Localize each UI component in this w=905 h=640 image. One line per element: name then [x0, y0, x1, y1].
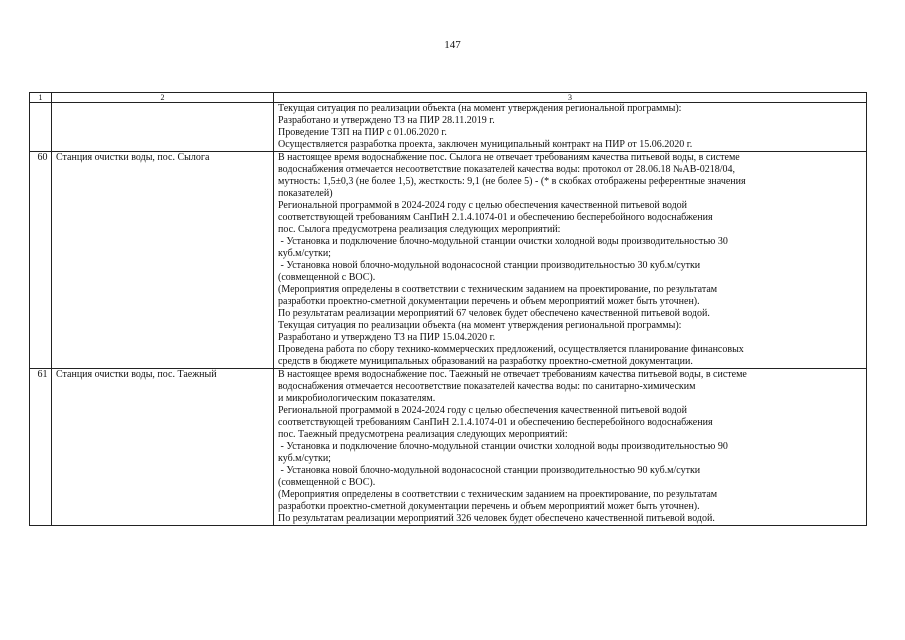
description-line: - Установка новой блочно-модульной водонасосной станции производительностью 90 куб.м/сутки	[278, 465, 701, 476]
description-line: - Установка и подключение блочно-модульной станции очистки холодной воды производительностью 90	[278, 441, 728, 452]
description-line: Проведение ТЗП на ПИР с 01.06.2020 г.	[278, 127, 447, 138]
header-col-3: 3	[274, 93, 867, 103]
table-row	[30, 152, 867, 369]
row-number: 60	[30, 152, 52, 369]
description-line: В настоящее время водоснабжение пос. Сылога не отвечает требованиям качества питьевой воды, в системе	[278, 152, 740, 163]
description-line: и микробиологическим показателям.	[278, 393, 436, 404]
description-line: Разработано и утверждено ТЗ на ПИР 15.04.2020 г.	[278, 332, 496, 343]
description-line: - Установка и подключение блочно-модульной станции очистки холодной воды производительностью 30	[278, 236, 728, 247]
object-name: Станция очистки воды, пос. Таежный	[52, 369, 274, 526]
description-line: (Мероприятия определены в соответствии с техническим заданием на проектирование, по результатам	[278, 489, 718, 500]
object-description	[274, 103, 867, 152]
description-line: разработки проектно-сметной документации перечень и объем мероприятий может быть уточнен).	[278, 296, 700, 307]
program-table	[29, 92, 867, 526]
description-line: разработки проектно-сметной документации перечень и объем мероприятий может быть уточнен).	[278, 501, 700, 512]
table-row	[30, 103, 867, 152]
row-number: 61	[30, 369, 52, 526]
table-header-row	[30, 93, 867, 103]
row-number	[30, 103, 52, 152]
description-line: пос. Таежный предусмотрена реализация следующих мероприятий:	[278, 429, 568, 440]
description-line: пос. Сылога предусмотрена реализация следующих мероприятий:	[278, 224, 561, 235]
description-line: Региональной программой в 2024-2024 году с целью обеспечения качественной питьевой водой	[278, 200, 688, 211]
description-line: мутность: 1,5±0,3 (не более 1,5), жесткость: 9,1 (не более 5) - (* в скобках отображены референтные значения	[278, 176, 746, 187]
description-line: соответствующей требованиям СанПиН 2.1.4.1074-01 и обеспечению бесперебойного водоснабжения	[278, 212, 713, 223]
header-col-2: 2	[52, 93, 274, 103]
description-line: По результатам реализации мероприятий 326 человек будет обеспечено качественной питьевой водой.	[278, 513, 715, 524]
description-line: (совмещенной с ВОС).	[278, 272, 376, 283]
object-description	[274, 152, 867, 369]
description-line: показателей)	[278, 188, 333, 199]
description-line: В настоящее время водоснабжение пос. Таежный не отвечает требованиям качества питьевой воды, в системе	[278, 369, 747, 380]
description-line: средств в бюджете муниципальных образований на разработку проектно-сметной документации.	[278, 356, 693, 367]
description-line: Текущая ситуация по реализации объекта (на момент утверждения региональной программы):	[278, 103, 682, 114]
description-line: Текущая ситуация по реализации объекта (на момент утверждения региональной программы):	[278, 320, 682, 331]
description-line: водоснабжения отмечается несоответствие показателей качества воды: по санитарно-химическим	[278, 381, 696, 392]
table-row	[30, 369, 867, 526]
description-line: водоснабжения отмечается несоответствие показателей качества воды: протокол от 28.06.18 №АВ-0218/04,	[278, 164, 736, 175]
description-line: Осуществляется разработка проекта, заключен муниципальный контракт на ПИР от 15.06.2020 г.	[278, 139, 693, 150]
description-line: По результатам реализации мероприятий 67 человек будет обеспечено качественной питьевой водой.	[278, 308, 710, 319]
description-line: куб.м/сутки;	[278, 248, 331, 259]
object-name	[52, 103, 274, 152]
page-number: 147	[444, 39, 461, 51]
description-line: соответствующей требованиям СанПиН 2.1.4.1074-01 и обеспечению бесперебойного водоснабжения	[278, 417, 713, 428]
description-line: Проведена работа по сбору технико-коммерческих предложений, осуществляется планирование финансовых	[278, 344, 744, 355]
header-col-1: 1	[30, 93, 52, 103]
description-line: (совмещенной с ВОС).	[278, 477, 376, 488]
description-line: - Установка новой блочно-модульной водонасосной станции производительностью 30 куб.м/сутки	[278, 260, 701, 271]
description-line: куб.м/сутки;	[278, 453, 331, 464]
object-name: Станция очистки воды, пос. Сылога	[52, 152, 274, 369]
description-line: Региональной программой в 2024-2024 году с целью обеспечения качественной питьевой водой	[278, 405, 688, 416]
object-description	[274, 369, 867, 526]
table-body	[30, 103, 867, 526]
description-line: (Мероприятия определены в соответствии с техническим заданием на проектирование, по результатам	[278, 284, 718, 295]
description-line: Разработано и утверждено ТЗ на ПИР 28.11.2019 г.	[278, 115, 495, 126]
